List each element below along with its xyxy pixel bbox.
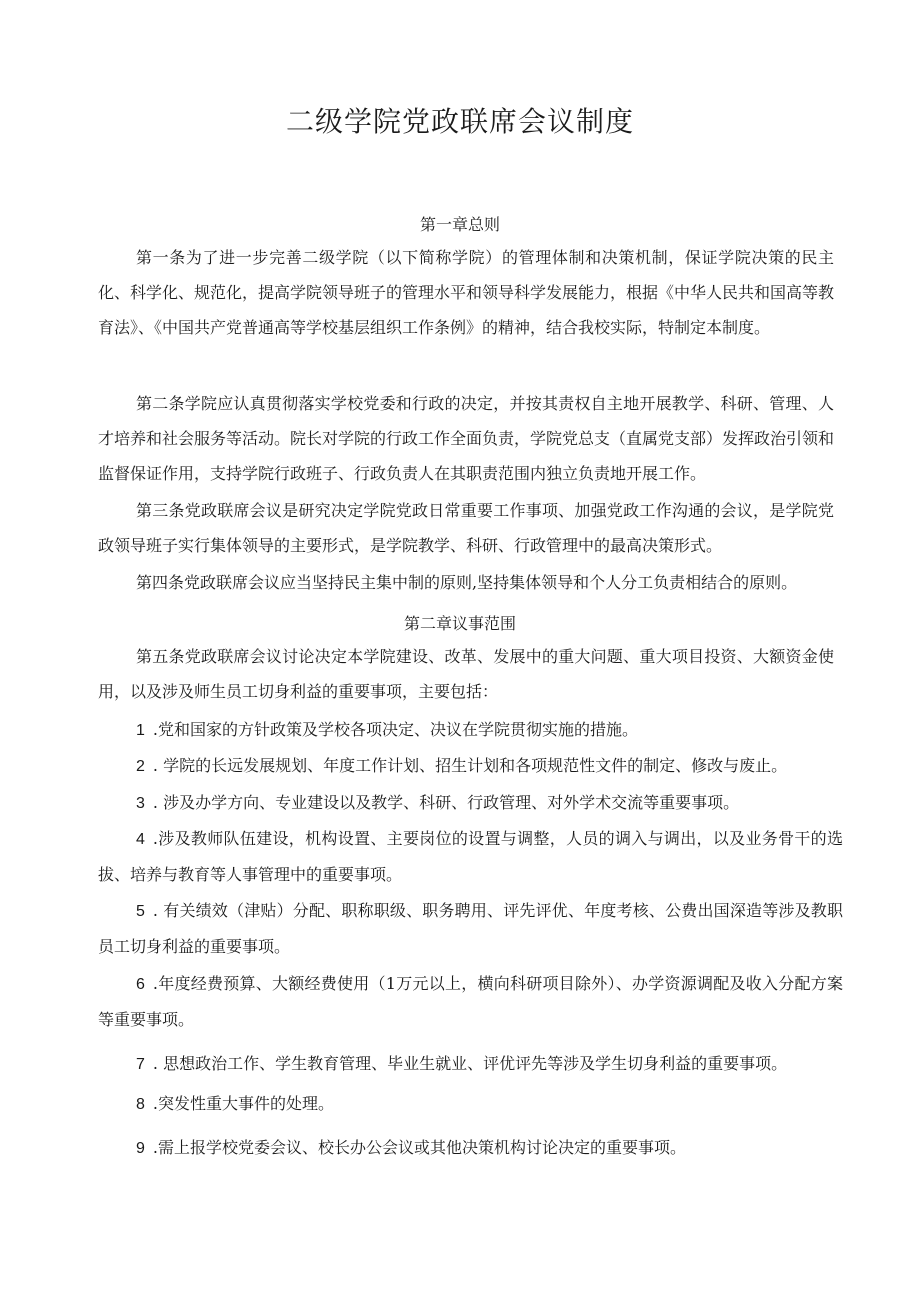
list-item <box>98 893 843 964</box>
article-paragraph: 第二条学院应认真贯彻落实学校党委和行政的决定，并按其责权自主地开展教学、科研、管理、人才培养和社会服务等活动。院长对学院的行政工作全面负责，学院党总支（直属党支部）发挥政治引领和监督保证作用，支持学院行政班子、行政负责人在其职责范围内独立负责地开展工作。 <box>98 394 835 483</box>
chapter-heading: 第二章议事范围 <box>403 614 516 633</box>
list-item-number: 6 <box>136 976 145 993</box>
list-item-number: 4 <box>136 831 145 848</box>
list-item <box>98 966 843 1037</box>
list-item-text: . 涉及办学方向、专业建设以及教学、科研、行政管理、对外学术交流等重要事项。 <box>152 793 740 812</box>
list-item <box>98 1130 843 1166</box>
list-item-number: 2 <box>136 758 145 775</box>
list-item-number: 7 <box>136 1056 145 1073</box>
list-item-text: .党和国家的方针政策及学校各项决定、决议在学院贯彻实施的措施。 <box>152 720 638 739</box>
list-item <box>98 1046 843 1082</box>
list-item-number: 5 <box>136 903 145 920</box>
chapter-heading: 第一章总则 <box>419 215 500 234</box>
list-item-number: 1 <box>136 722 145 739</box>
list-item <box>98 1086 843 1122</box>
list-item <box>98 748 843 784</box>
document-title: 二级学院党政联席会议制度 <box>285 105 634 138</box>
article-paragraph: 第一条为了进一步完善二级学院（以下简称学院）的管理体制和决策机制，保证学院决策的民主化、科学化、规范化，提高学院领导班子的管理水平和领导科学发展能力，根据《中华人民共和国高等教育法》、《中国共产党普通高等学校基层组织工作条例》的精神，结合我校实际，特制定本制度。 <box>98 248 835 337</box>
article-paragraph: 第三条党政联席会议是研究决定学院党政日常重要工作事项、加强党政工作沟通的会议，是学院党政领导班子实行集体领导的主要形式，是学院教学、科研、行政管理中的最高决策形式。 <box>98 501 834 555</box>
list-item <box>98 821 843 892</box>
article-paragraph: 第五条党政联席会议讨论决定本学院建设、改革、发展中的重大问题、重大项目投资、大额资金使用，以及涉及师生员工切身利益的重要事项，主要包括： <box>98 647 834 701</box>
list-item <box>98 712 843 748</box>
list-item-text: .突发性重大事件的处理。 <box>152 1094 334 1113</box>
list-item-text: . 学院的长远发展规划、年度工作计划、招生计划和各项规范性文件的制定、修改与废止。 <box>152 756 788 775</box>
article-paragraph: 第四条党政联席会议应当坚持民主集中制的原则,坚持集体领导和个人分工负责相结合的原则。 <box>136 573 798 592</box>
list-item <box>98 785 843 821</box>
list-item-text: . 有关绩效（津贴）分配、职称职级、职务聘用、评先评优、年度考核、公费出国深造等涉及教职员工切身利益的重要事项。 <box>98 901 843 956</box>
list-item-text: . 思想政治工作、学生教育管理、毕业生就业、评优评先等涉及学生切身利益的重要事项。 <box>152 1054 788 1073</box>
list-item-text: .涉及教师队伍建设，机构设置、主要岗位的设置与调整，人员的调入与调出，以及业务骨干的选拔、培养与教育等人事管理中的重要事项。 <box>98 829 843 884</box>
list-item-text: .年度经费预算、大额经费使用（1万元以上，横向科研项目除外）、办学资源调配及收入分配方案等重要事项。 <box>98 974 843 1029</box>
list-item-number: 8 <box>136 1096 145 1113</box>
list-item-text: .需上报学校党委会议、校长办公会议或其他决策机构讨论决定的重要事项。 <box>152 1138 686 1157</box>
list-item-number: 3 <box>136 795 145 812</box>
list-item-number: 9 <box>136 1140 145 1157</box>
